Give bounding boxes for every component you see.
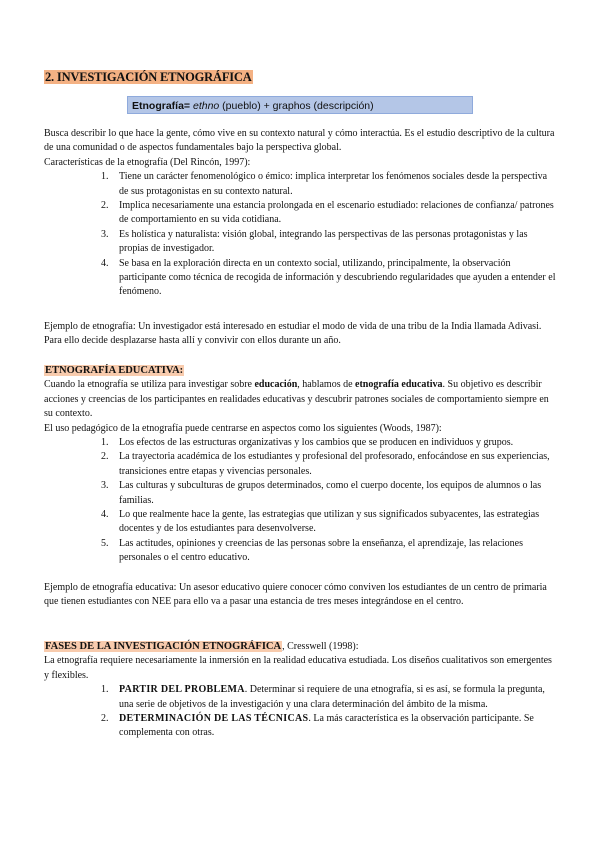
phases-citation: , Cresswell (1998): [282, 641, 359, 652]
phase-text: . Determinar si requiere de una etnografía, si es así, se formula la pregunta, una serie de objetivos de la investigación y una clara determinación del ámbito de la misma. [119, 684, 545, 710]
list-item: 1. Tiene un carácter fenomenológico o émico: implica interpretar los fenómenos sociales desde la perspectiva de sus protagonistas en su contexto natural. [111, 170, 558, 199]
text-run: Cuando la etnografía se utiliza para investigar sobre [44, 379, 255, 391]
educational-title [44, 364, 558, 378]
list-item: 2. La trayectoria académica de los estudiantes y profesional del profesorado, enfocándose en sus experiencias, transiciones entre etapas y vivencias personales. [111, 450, 558, 479]
bold-run: educación [254, 379, 298, 391]
phase-text: . La más característica es la observación participante. Se complementa con otras. [119, 713, 534, 739]
definition-ethno: ethno [192, 100, 220, 112]
characteristics-intro: Características de la etnografía (Del Rincón, 1997): [44, 156, 251, 168]
example-1-block [44, 320, 558, 349]
section-heading-text: 2. INVESTIGACIÓN ETNOGRÁFICA [45, 70, 252, 84]
section-heading [44, 70, 253, 85]
list-item: 3. Las culturas y subculturas de grupos determinados, como el cuerpo docente, los equipos de alumnos o las familias. [111, 479, 558, 508]
phase-title: DETERMINACIÓN DE LAS TÉCNICAS [119, 713, 309, 725]
list-item: 3. Es holística y naturalista: visión global, integrando las perspectivas de las personas protagonistas y las propias de investigador. [111, 228, 558, 257]
list-item: 1. Los efectos de las estructuras organizativas y los cambios que se producen en individuos y grupos. [111, 436, 558, 450]
definition-term: Etnografía= [132, 100, 191, 112]
example-paragraph: Ejemplo de etnografía: Un investigador está interesado en estudiar el modo de vida de una tribu de la India llamada Adivasi. Para ello decide desplazarse hasta allí y convivir con ellos durante un año. [44, 321, 542, 347]
example-2-block [44, 581, 558, 610]
phases-intro: La etnografía requiere necesariamente la inmersión en la realidad educativa estudiada. Los diseños cualitativos son emergentes y flexibles. [44, 655, 552, 681]
definition-box [127, 96, 473, 114]
educational-uses-list [44, 436, 558, 566]
list-item: 4. Lo que realmente hace la gente, las estrategias que utilizan y sus significados subyacentes, las estrategias docentes y de los estudiantes para desenvolverse. [111, 508, 558, 537]
list-item: 2. Implica necesariamente una estancia prolongada en el escenario estudiado: relaciones de confianza/ patrones de comportamiento en su vida cotidiana. [111, 199, 558, 228]
intro-paragraph: Busca describir lo que hace la gente, cómo vive en su contexto natural y cómo interactúa. Es el estudio descriptivo de la cultura de una comunidad o de aspectos fundamentales bajo la perspectiva global. [44, 128, 555, 154]
example-paragraph: Ejemplo de etnografía educativa: Un asesor educativo quiere conocer cómo conviven los estudiantes de un centro de primaria que tienen estudiantes con NEE para ello va a pasar una estancia de tres meses integrándose en el centro. [44, 582, 547, 608]
educational-title-text: ETNOGRAFÍA EDUCATIVA: [45, 365, 184, 376]
text-run: , hablamos de [297, 379, 356, 391]
list-item: 4. Se basa en la exploración directa en un contexto social, utilizando, principalmente, la observación participante como técnica de recogida de información y descubriendo regularidades que ayuden a entender el fenómeno. [111, 257, 558, 300]
characteristics-list [44, 170, 558, 300]
phase-title: PARTIR DEL PROBLEMA [119, 684, 245, 696]
educational-paragraph [44, 378, 558, 421]
list-item: 5. Las actitudes, opiniones y creencias de las personas sobre la enseñanza, el aprendizaje, las relaciones personales o el centro educativo. [111, 537, 558, 566]
phases-list [44, 683, 558, 741]
definition-rest: (pueblo) + graphos (descripción) [219, 100, 374, 112]
educational-block [44, 364, 558, 566]
educational-uses-intro: El uso pedagógico de la etnografía puede centrarse en aspectos como los siguientes (Woods, 1987): [44, 422, 442, 434]
intro-block [44, 127, 558, 300]
bold-run: etnografía educativa [355, 379, 443, 391]
phases-block [44, 640, 558, 741]
phases-title: FASES DE LA INVESTIGACIÓN ETNOGRÁFICA [45, 641, 282, 652]
text-run: . Su objetivo es describir acciones y creencias de los participantes en realidades educativas y descubrir patrones sociales de comportamiento siempre en su contexto. [44, 379, 549, 420]
phases-heading [44, 640, 558, 654]
list-item [111, 683, 558, 712]
list-item [111, 712, 558, 741]
